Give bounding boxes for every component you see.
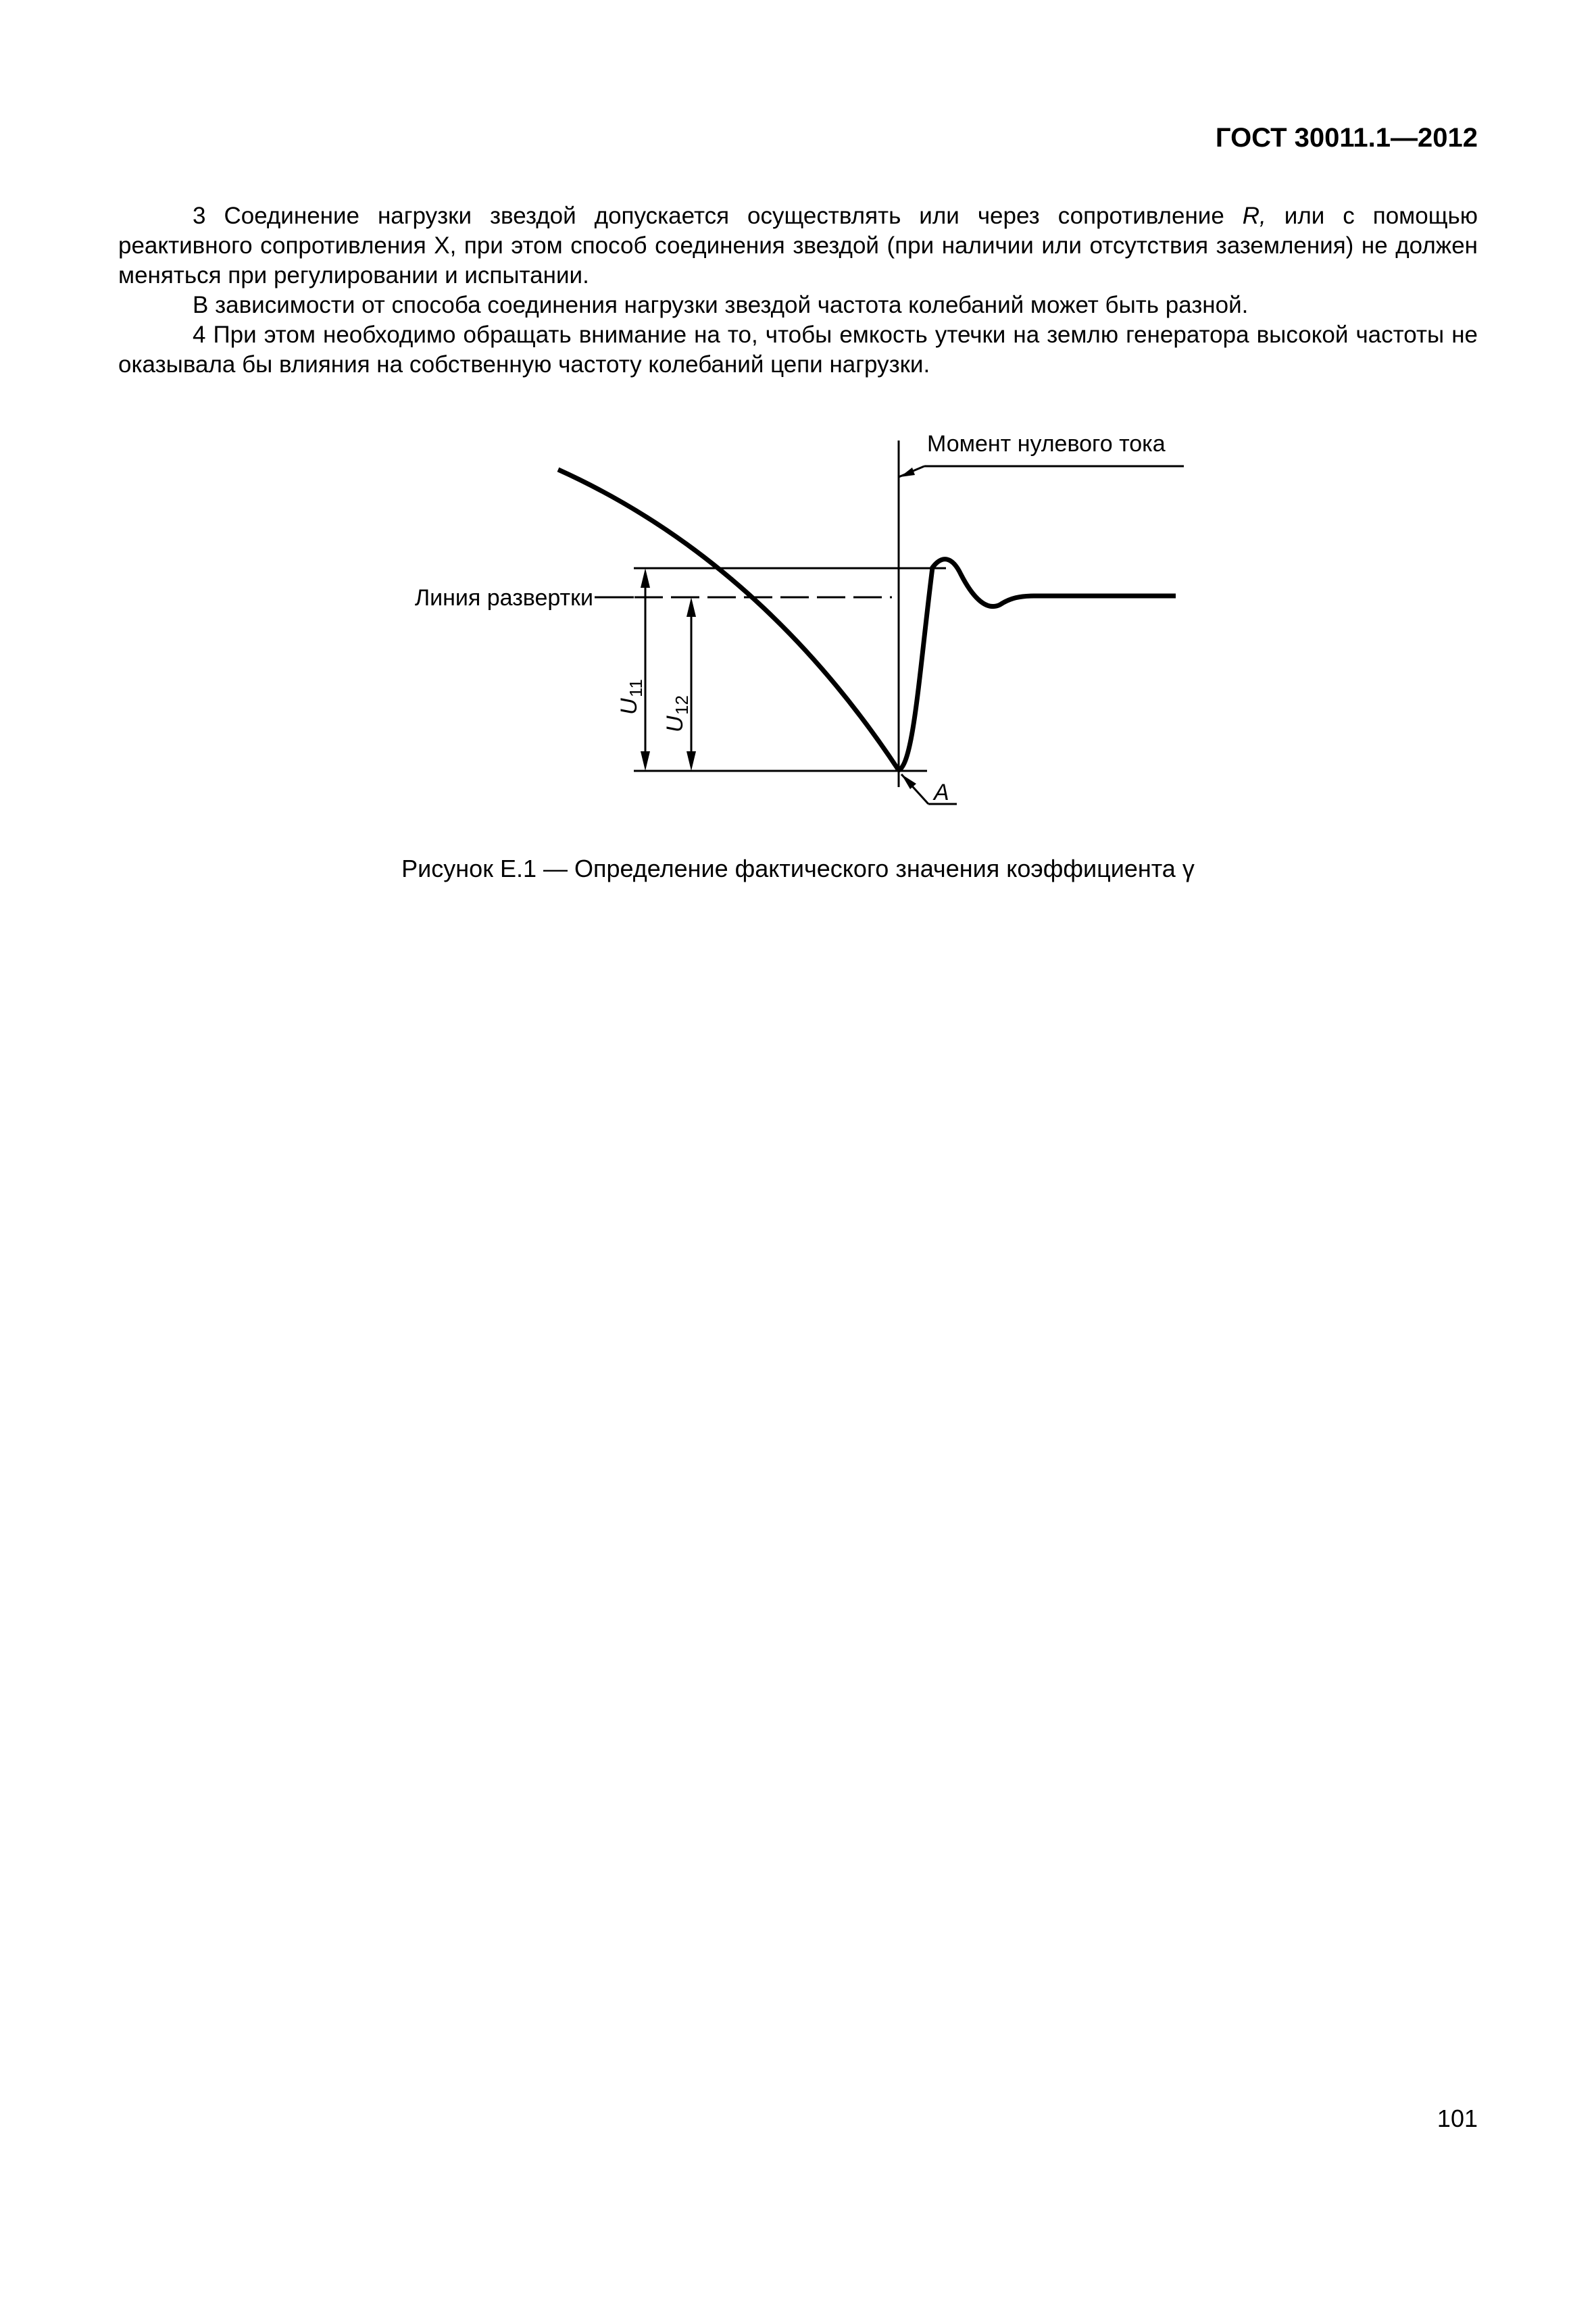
response-curve bbox=[899, 559, 1176, 770]
document-header: ГОСТ 30011.1—2012 bbox=[1215, 123, 1478, 153]
paragraph-1-r: R, bbox=[1242, 203, 1266, 229]
figure-caption: Рисунок Е.1 — Определение фактического значения коэффициента γ bbox=[401, 855, 1195, 882]
u12-arrow-bottom bbox=[687, 751, 696, 771]
figure-diagram bbox=[0, 405, 1596, 838]
body-text bbox=[118, 201, 1478, 380]
u11-arrow-top bbox=[641, 568, 650, 588]
u12-label: U bbox=[662, 715, 688, 732]
u12-arrow-top bbox=[687, 597, 696, 617]
paragraph-1-text-a: 3 Соединение нагрузки звездой допускается осуществлять или через сопротивление bbox=[193, 203, 1243, 229]
zero-current-label: Момент нулевого тока bbox=[927, 431, 1166, 457]
point-a-label: A bbox=[934, 780, 949, 805]
falling-curve bbox=[558, 470, 899, 770]
u12-subscript: 12 bbox=[672, 695, 692, 715]
page-number: 101 bbox=[1437, 2105, 1478, 2132]
figure-e1 bbox=[0, 405, 1596, 838]
sweep-line-label: Линия развертки bbox=[414, 585, 593, 611]
paragraph-3: 4 При этом необходимо обращать внимание на то, чтобы емкость утечки на землю генератора высокой частоты не оказывала бы влияния на собственную частоту колебаний цепи нагрузки. bbox=[118, 322, 1478, 378]
u11-arrow-bottom bbox=[641, 751, 650, 771]
u11-label-group bbox=[616, 679, 646, 715]
zero-current-arrowhead bbox=[900, 468, 915, 477]
paragraph-2: В зависимости от способа соединения нагрузки звездой частота колебаний может быть разной. bbox=[193, 292, 1249, 318]
paragraph-1 bbox=[118, 201, 1478, 291]
u11-subscript: 11 bbox=[626, 679, 646, 697]
paragraph-1-text-b: или с помощью реактивного сопротивления X, при этом способ соединения звездой (при наличии или отсутствия заземления) не должен меняться при регулировании и испытании. bbox=[118, 203, 1478, 288]
u12-label-group bbox=[662, 695, 692, 732]
u11-label: U bbox=[616, 698, 642, 715]
